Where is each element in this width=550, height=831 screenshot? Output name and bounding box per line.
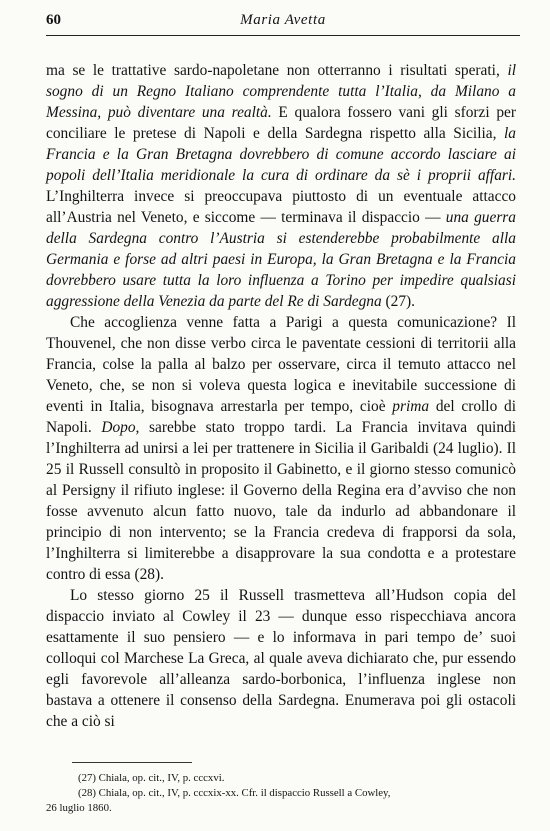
italic-segment: la Francia e la Gran Bretagna dovrebbero di comune accordo lasciare ai popoli dell’Italia meridionale la cura di ordinare da sè i proprii affari. — [46, 125, 516, 184]
italic-segment: prima — [392, 398, 430, 415]
text-segment: Lo stesso giorno 25 il Russell trasmetteva all’Hudson copia del dispaccio inviato al Cowley il 23 — dunque esso rispecchiava ancora esattamente il suo pensiero — e lo informava in pari tempo de’ suoi colloqui col Marchese La Greca, al quale aveva dichiarato che, pur essendo egli favorevole all’alleanza sardo-borbonica, l’influenza inglese non bastava a ottenere il consenso della Sardegna. Enumerava poi gli ostacoli che a ciò si — [46, 587, 516, 730]
paragraph-3 — [46, 585, 516, 732]
text-segment: ma se le trattative sardo-napoletane non otterranno i risultati sperati, — [46, 62, 508, 79]
footnotes — [46, 771, 516, 816]
italic-segment: il sogno di un Regno Italiano comprendente tutta l’Italia, da Milano a Messina, può diventare una realtà. — [46, 62, 516, 121]
italic-segment: una guerra della Sardegna contro l’Austria si estenderebbe probabilmente alla Germania e forse ad altri paesi in Europa, la Gran Bretagna e la Francia dovrebbero usare tutta la loro influenza a Torino per impedire qualsiasi aggressione della Venezia da parte del Re di Sardegna — [46, 209, 516, 310]
footnote-28-continuation: 26 luglio 1860. — [46, 802, 112, 814]
paragraph-1 — [46, 60, 516, 312]
footnote-27: (27) Chiala, op. cit., IV, p. cccxvi. — [78, 772, 225, 784]
page-number: 60 — [46, 12, 61, 28]
text-segment: Che accoglienza venne fatta a Parigi a questa comunicazione? Il Thouvenel, che non disse verbo circa le paventate cessioni di territorii alla Francia, colse la palla al balzo per osservare, circa il temuto attacco nel Veneto, che, se non si voleva questa logica e inevitabile successione di eventi in Italia, bisognava arrestarla per tempo, cioè — [46, 314, 516, 415]
running-title: Maria Avetta — [240, 12, 326, 28]
page-header — [46, 10, 520, 36]
italic-segment: Dopo, — [101, 419, 140, 436]
paragraph-2 — [46, 312, 516, 585]
footnote-separator — [72, 762, 192, 763]
body-text — [46, 60, 516, 732]
header-rule — [46, 35, 520, 36]
footnote-28: (28) Chiala, op. cit., IV, p. cccxix-xx. Cfr. il dispaccio Russell a Cowley, — [78, 787, 391, 799]
text-segment: del crollo di Napoli. — [46, 398, 516, 436]
text-segment: E qualora fossero vani gli sforzi per conciliare le pretese di Napoli e della Sardegna rispetto alla Sicilia, — [46, 104, 517, 142]
text-segment: L’Inghilterra invece si preoccupava piuttosto di un eventuale attacco all’Austria nel Veneto, e siccome — terminava il dispaccio — — [46, 188, 516, 226]
text-segment: (27). — [381, 293, 416, 310]
text-segment: sarebbe stato troppo tardi. La Francia invitava quindi l’Inghilterra ad unirsi a lei per trattenere in Sicilia il Garibaldi (24 luglio). Il 25 il Russell consultò in proposito il Gabinetto, e il giorno stesso comunicò al Persigny il rifiuto inglese: il Governo della Regina era d’avviso che non fosse avvenuto alcun fatto nuovo, tale da indurlo ad abbandonare il principio di non intervento; se la Francia credeva di frapporsi da sola, l’Inghilterra si limiterebbe a disapprovare la sua condotta e a protestare contro di essa (28). — [46, 419, 516, 583]
